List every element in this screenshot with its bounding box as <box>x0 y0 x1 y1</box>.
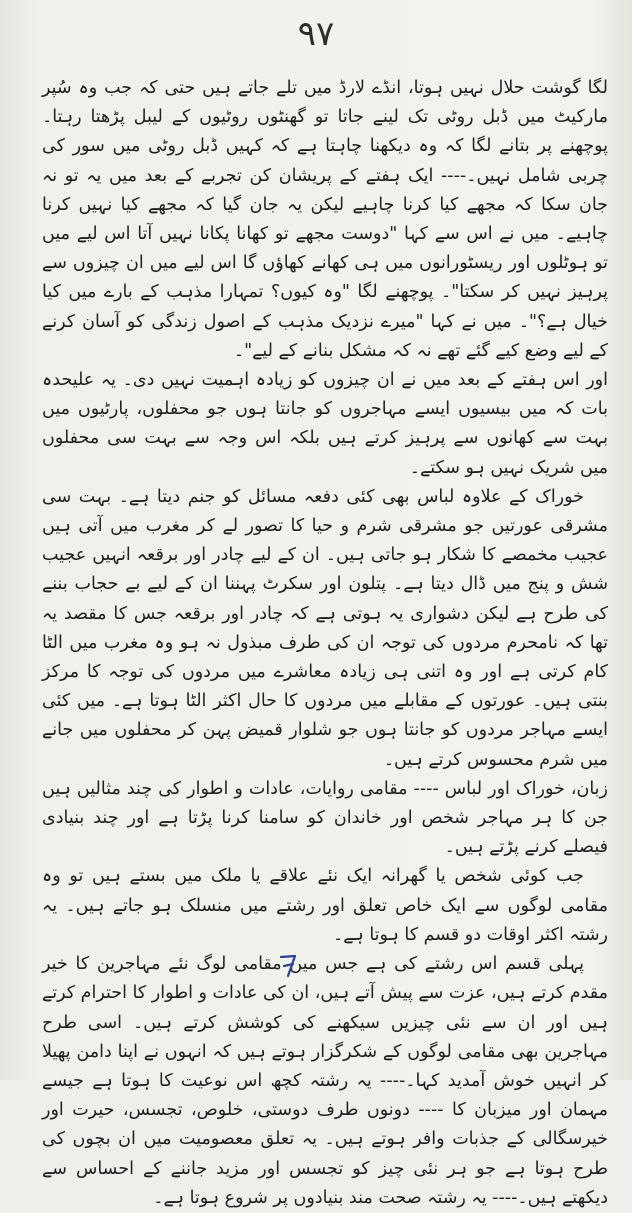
page-number: ۹۷ <box>297 14 335 54</box>
paragraph: لگا گوشت حلال نہیں ہوتا، انڈے لارڈ میں تلے جاتے ہیں حتی کہ جب وہ سُپر مارکیٹ میں ڈبل روٹی تک لینے جاتا تو گھنٹوں روٹیوں کے لیبل پڑھتا رہتا۔ پوچھنے پر بتانے لگا کہ وہ دیکھنا چاہتا ہے کہ کہیں ڈبل روٹی میں سور کی چربی شامل نہیں۔---- ایک ہفتے کے پریشان کن تجربے کے بعد میں یہ تو نہ جان سکا کہ مجھے کیا کرنا چاہیے لیکن یہ جان گیا کہ مجھے کیا نہیں کرنا چاہیے۔ میں نے اس سے کہا "دوست مجھے تو کھانا پکانا نہیں آتا اس لیے میں تو ہوٹلوں اور ریسٹورانوں میں ہی کھانے کھاؤں گا اس لیے میں ان چیزوں سے پرہیز نہیں کر سکتا"۔ پوچھنے لگا "وہ کیوں؟ تمہارا مذہب کے بارے میں کیا خیال ہے؟"۔ میں نے کہا "میرے نزدیک مذہب کے اصول زندگی کو آسان کرنے کے لیے وضع کیے گئے تھے نہ کہ مشکل بنانے کے لیے"۔ <box>42 78 608 361</box>
paragraph: زبان، خوراک اور لباس ---- مقامی روایات، عادات و اطوار کی چند مثالیں ہیں جن کا ہر مہاجر شخص اور خاندان کو سامنا کرنا پڑتا ہے اور چند بنیادی فیصلے کرنے پڑتے ہیں۔ <box>42 778 608 858</box>
urdu-body-text <box>42 74 608 1213</box>
paragraph: جب کوئی شخص یا گھرانہ ایک نئے علاقے یا ملک میں بستے ہیں تو وہ مقامی لوگوں سے ایک خاص تعلق اور رشتے میں منسلک ہو جاتے ہیں۔ یہ رشتہ اکثر اوقات دو قسم کا ہوتا ہے۔ <box>42 866 608 945</box>
paragraph: پہلی قسم اس رشتے کی ہے جس میں مقامی لوگ نئے مہاجرین کا خیر مقدم کرتے ہیں، عزت سے پیش آتے ہیں، ان کی عادات و اطوار کا احترام کرتے ہیں اور ان سے نئی چیزیں سیکھنے کی کوشش کرتے ہیں۔ اسی طرح مہاجرین بھی مقامی لوگوں کے شکرگزار ہوتے ہیں کہ انہوں نے اپنا دامن پھیلا کر انہیں خوش آمدید کہا۔---- یہ رشتہ کچھ اس نوعیت کا ہوتا ہے جیسے مہمان اور میزبان کا ---- دونوں طرف دوستی، خلوص، تجسس، حیرت اور خیرسگالی کے جذبات وافر ہوتے ہیں۔ یہ تعلق معصومیت میں ان بچوں کی طرح ہوتا ہے جو ہر نئی چیز کو تجسس اور مزید جاننے کے احساس سے دیکھتے ہیں۔---- یہ رشتہ صحت مند بنیادوں پر شروع ہوتا ہے۔ <box>42 954 608 1208</box>
handwritten-pen-mark <box>276 952 300 980</box>
paragraph: خوراک کے علاوہ لباس بھی کئی دفعہ مسائل کو جنم دیتا ہے۔ بہت سی مشرقی عورتیں جو مشرقی شرم و حیا کا تصور لے کر مغرب میں آتی ہیں عجیب مخمصے کا شکار ہو جاتی ہیں۔ ان کے لیے چادر اور برقعہ انہیں عجیب شش و پنج میں ڈال دیتا ہے۔ پتلون اور سکرٹ پہننا ان کے لیے بے حجاب بننے کی طرح ہے لیکن دشواری یہ ہوتی ہے کہ چادر اور برقعہ جس کا مقصد یہ تھا کہ نامحرم مردوں کی توجہ ان کی طرف مبذول نہ ہو وہ مغرب میں الٹا کام کرتی ہے اور وہ اتنی ہی زیادہ معاشرے میں مردوں کی توجہ کا مرکز بنتی ہیں۔ عورتوں کے مقابلے میں مردوں کا حال اکثر الٹا ہوتا ہے۔ میں کئی ایسے مہاجر مردوں کو جانتا ہوں جو شلوار قمیض پہن کر محفلوں میں جانے میں شرم محسوس کرتے ہیں۔ <box>42 486 608 770</box>
paragraph: اور اس ہفتے کے بعد میں نے ان چیزوں کو زیادہ اہمیت نہیں دی۔ یہ علیحدہ بات کہ میں بیسیوں ایسے مہاجروں کو جانتا ہوں جو محفلوں، پارٹیوں میں بہت سے کھانوں سے پرہیز کرتے ہیں بلکہ اس وجہ سے بہت سی محفلوں میں شریک نہیں ہو سکتے۔ <box>42 370 608 478</box>
